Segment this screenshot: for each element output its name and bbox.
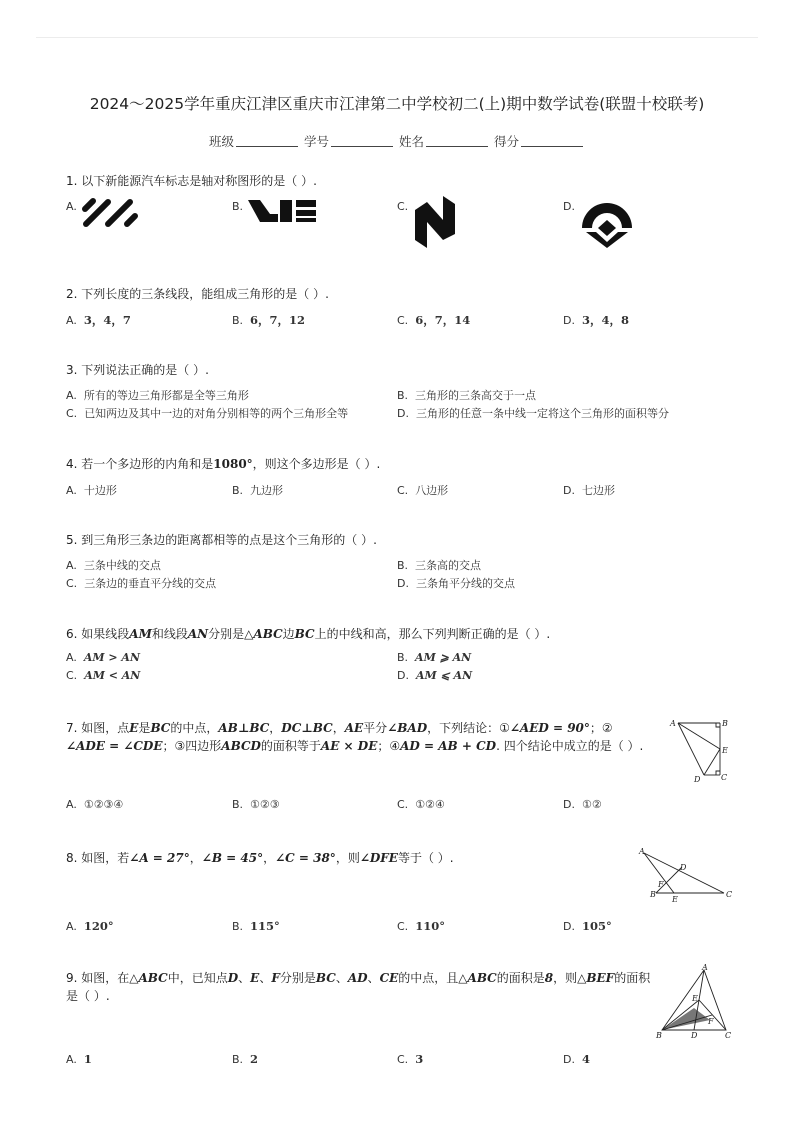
q5-option-b[interactable]: B. 三条高的交点 <box>397 559 482 572</box>
stem-text: 8. 如图，若 <box>66 851 130 865</box>
q7-option-c[interactable]: C. ①②④ <box>397 798 445 811</box>
stem-text: ；④ <box>377 739 401 753</box>
q9-stem-line1 <box>66 969 650 987</box>
name-blank[interactable] <box>426 134 488 147</box>
q1-stem: 1. 以下新能源汽车标志是轴对称图形的是（ ）. <box>66 174 317 188</box>
stem-text: . 四个结论中成立的是（ ）. <box>496 739 644 753</box>
q5-stem: 5. 到三角形三条边的距离都相等的点是这个三角形的（ ）. <box>66 533 377 547</box>
q2-option-d[interactable]: D. 3，4，8 <box>563 313 629 327</box>
q9-figure <box>652 964 732 1040</box>
class-label: 班级 <box>208 134 234 149</box>
math-expression: ABCD <box>221 739 261 753</box>
math-expression: ∠C = 38° <box>275 851 336 865</box>
q9-option-b[interactable]: B. 2 <box>232 1052 259 1066</box>
math-expression: △ABC <box>129 971 168 985</box>
page-title: 2024～2025学年重庆江津区重庆市江津第二中学校初二(上)期中数学试卷(联盟十校联考) <box>89 95 705 113</box>
q8-option-d[interactable]: D. 105° <box>563 919 612 933</box>
stem-text: 、 <box>367 971 380 985</box>
q9-option-c[interactable]: C. 3 <box>397 1052 424 1066</box>
q7-option-b[interactable]: B. ①②③ <box>232 798 280 811</box>
stem-text: 等于（ ）. <box>397 851 454 865</box>
class-blank[interactable] <box>236 134 298 147</box>
math-expression: AD = AB + CD <box>400 739 497 753</box>
q9-label-c: C <box>725 1031 732 1040</box>
math-expression: AE <box>344 721 364 735</box>
stem-text: 的面积等于 <box>260 739 321 753</box>
q7-label-a: A <box>670 719 676 728</box>
q8-label-f: F <box>658 880 664 889</box>
stem-text: 7. 如图，点 <box>66 721 130 735</box>
stem-text: 的面积是 <box>496 971 545 985</box>
stem-text: ，则 <box>335 851 360 865</box>
q2-option-c[interactable]: C. 6，7，14 <box>397 313 471 327</box>
q6-option-b[interactable]: B. AM ⩾ AN <box>397 651 472 664</box>
stem-text: ， <box>189 851 202 865</box>
math-expression: DC⊥BC <box>281 721 333 735</box>
stem-text: 中，已知点 <box>167 971 228 985</box>
q4-option-c[interactable]: C. 八边形 <box>397 484 449 497</box>
q8-option-b[interactable]: B. 115° <box>232 919 280 933</box>
math-expression: ∠A = 27° <box>129 851 190 865</box>
q4-stem: 4. 若一个多边形的内角和是1080°，则这个多边形是（ ）. <box>66 457 381 471</box>
arch-logo-icon[interactable] <box>578 198 636 248</box>
math-expression: ∠AED = 90° <box>509 721 590 735</box>
geometric-letters-logo-icon[interactable] <box>246 198 318 224</box>
stem-text: ， <box>263 851 276 865</box>
q8-stem <box>66 849 454 867</box>
q7-figure <box>664 717 736 785</box>
math-expression: △BEF <box>577 971 615 985</box>
q3-option-a[interactable]: A. 所有的等边三角形都是全等三角形 <box>66 389 249 402</box>
q9-label-e: E <box>692 994 698 1003</box>
math-expression: E <box>250 971 260 985</box>
diagonal-stripes-logo-icon[interactable] <box>80 196 140 230</box>
math-expression: △ABC <box>458 971 497 985</box>
q1-option-a-letter[interactable]: A. <box>66 200 77 213</box>
q8-label-b: B <box>650 890 656 899</box>
math-expression: F <box>271 971 280 985</box>
math-expression: D <box>227 971 239 985</box>
q1-option-b-letter[interactable]: B. <box>232 200 244 213</box>
q6-stem: 6. 如果线段AM和线段AN分别是△ABC边BC上的中线和高，那么下列判断正确的是（ ）. <box>66 627 551 641</box>
math-expression: BC <box>150 721 171 735</box>
q7-stem-line1 <box>66 719 613 737</box>
stem-text: 、 <box>335 971 348 985</box>
q8-label-c: C <box>726 890 733 899</box>
q7-label-b: B <box>722 719 728 728</box>
q3-stem: 3. 下列说法正确的是（ ）. <box>66 363 209 377</box>
stem-text: 分别是 <box>279 971 316 985</box>
stem-text: 、 <box>259 971 272 985</box>
student-info-line <box>0 132 794 150</box>
q4-option-a[interactable]: A. 十边形 <box>66 484 117 497</box>
math-expression: ∠DFE <box>359 851 398 865</box>
q6-option-a[interactable]: A. AM > AN <box>66 651 141 664</box>
stem-text: 的面积 <box>614 971 651 985</box>
stem-text: ， <box>332 721 345 735</box>
q9-label-f: F <box>708 1017 714 1026</box>
stem-text: ，下列结论：① <box>427 721 510 735</box>
q8-option-c[interactable]: C. 110° <box>397 919 445 933</box>
stem-text: 、 <box>238 971 251 985</box>
q2-option-b[interactable]: B. 6，7，12 <box>232 313 306 327</box>
id-label: 学号 <box>303 134 329 149</box>
stem-text: ， <box>269 721 282 735</box>
score-blank[interactable] <box>521 134 583 147</box>
math-expression: E <box>129 721 139 735</box>
q8-label-d: D <box>680 863 687 872</box>
q3-option-c[interactable]: C. 已知两边及其中一边的对角分别相等的两个三角形全等 <box>66 407 349 420</box>
q9-label-b: B <box>656 1031 662 1040</box>
math-expression: AE × DE <box>320 739 378 753</box>
q7-stem-line2 <box>66 737 643 755</box>
stem-text: 平分 <box>363 721 388 735</box>
q9-label-a: A <box>702 964 708 972</box>
q8-figure <box>636 845 736 907</box>
n-shape-logo-icon[interactable] <box>413 196 457 248</box>
q7-label-c: C <box>721 773 728 782</box>
q5-option-c[interactable]: C. 三条边的垂直平分线的交点 <box>66 577 217 590</box>
math-expression: 8 <box>544 971 554 985</box>
q1-option-d-letter[interactable]: D. <box>563 200 575 213</box>
math-expression: AD <box>347 971 368 985</box>
stem-text: 的中点， <box>170 721 219 735</box>
math-expression: ∠B = 45° <box>201 851 264 865</box>
q7-label-e: E <box>722 746 728 755</box>
score-label: 得分 <box>493 134 519 149</box>
q9-option-a[interactable]: A. 1 <box>66 1052 92 1066</box>
stem-text: ；③四边形 <box>162 739 222 753</box>
q6-option-d[interactable]: D. AM ⩽ AN <box>397 669 473 682</box>
q3-option-d[interactable]: D. 三角形的任意一条中线一定将这个三角形的面积等分 <box>397 407 669 420</box>
stem-text: ；② <box>589 721 613 735</box>
q7-label-d: D <box>694 775 701 784</box>
stem-text: ，则 <box>553 971 578 985</box>
q3-option-b[interactable]: B. 三角形的三条高交于一点 <box>397 389 537 402</box>
q5-option-a[interactable]: A. 三条中线的交点 <box>66 559 161 572</box>
q2-option-a[interactable]: A. 3，4，7 <box>66 313 131 327</box>
q7-option-a[interactable]: A. ①②③④ <box>66 798 124 811</box>
q4-option-b[interactable]: B. 九边形 <box>232 484 284 497</box>
math-expression: CE <box>379 971 399 985</box>
math-expression: BC <box>315 971 336 985</box>
q8-label-a: A <box>639 847 645 856</box>
q9-stem-line2: 是（ ）. <box>66 989 110 1003</box>
q9-option-d[interactable]: D. 4 <box>563 1052 590 1066</box>
q5-option-d[interactable]: D. 三条角平分线的交点 <box>397 577 515 590</box>
id-blank[interactable] <box>331 134 393 147</box>
math-expression: ∠BAD <box>387 721 428 735</box>
q2-stem: 2. 下列长度的三条线段，能组成三角形的是（ ）. <box>66 287 329 301</box>
math-expression: ∠ADE = ∠CDE <box>66 739 163 753</box>
q8-label-e: E <box>672 895 678 904</box>
header-divider <box>36 37 758 38</box>
q4-option-d[interactable]: D. 七边形 <box>563 484 615 497</box>
stem-text: 的中点，且 <box>398 971 459 985</box>
q1-option-c-letter[interactable]: C. <box>397 200 409 213</box>
q7-option-d[interactable]: D. ①② <box>563 798 602 811</box>
stem-text: 9. 如图，在 <box>66 971 130 985</box>
name-label: 姓名 <box>398 134 424 149</box>
math-expression: AB⊥BC <box>218 721 270 735</box>
q6-option-c[interactable]: C. AM < AN <box>66 669 141 682</box>
stem-text: 是 <box>138 721 151 735</box>
q9-label-d: D <box>691 1031 698 1040</box>
q8-option-a[interactable]: A. 120° <box>66 919 114 933</box>
